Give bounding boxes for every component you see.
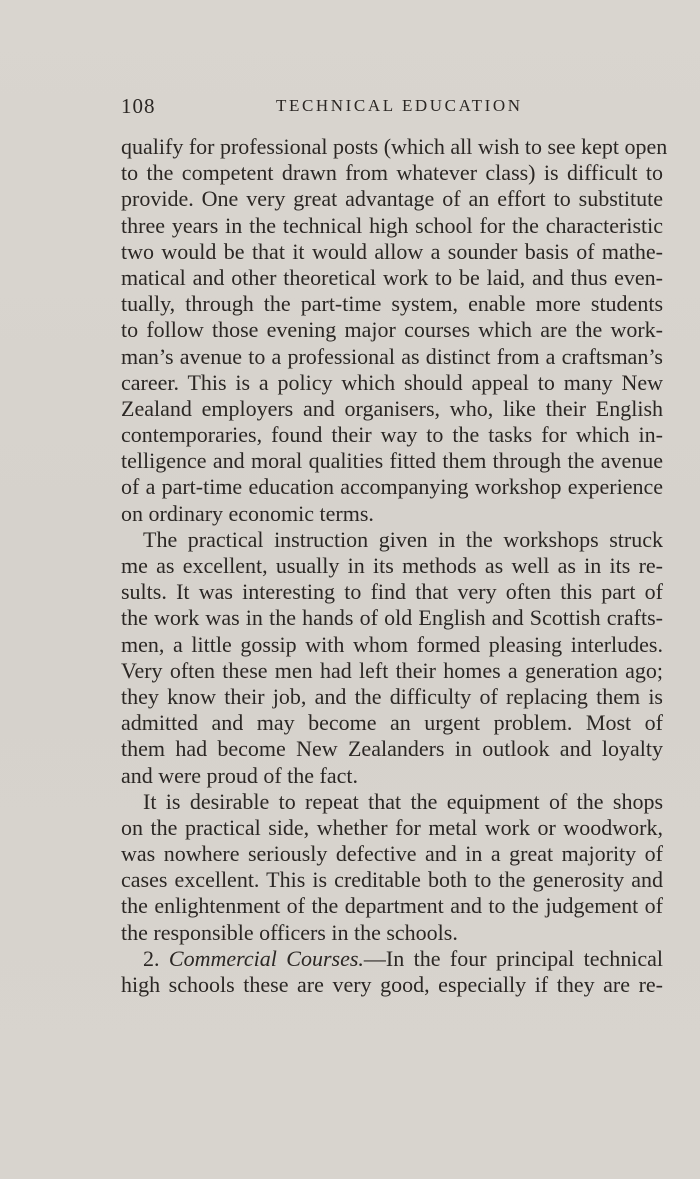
paragraph-end-line: and were proud of the fact. [121, 762, 359, 788]
text-line: to the competent drawn from whatever class) is difficult to [121, 160, 663, 186]
text-line: was nowhere seriously defective and in a great majority of [121, 841, 663, 867]
page-header [121, 94, 665, 120]
section-number: 2. [143, 945, 160, 971]
body-text [121, 134, 668, 998]
text-line: high schools these are very good, especially if they are re- [121, 972, 663, 997]
paragraph-start-line: It is desirable to repeat that the equipment of the shops [143, 788, 663, 814]
text-line: of a part-time education accompanying workshop experience [121, 474, 663, 500]
text-line: three years in the technical high school for the characteristic [121, 212, 663, 238]
text-line: admitted and may become an urgent problem. Most of [121, 710, 663, 736]
text-line: the work was in the hands of old English and Scottish crafts- [121, 605, 663, 631]
text-line: on the practical side, whether for metal work or woodwork, [121, 814, 663, 840]
text-line: qualify for professional posts (which all wish to see kept open [121, 134, 668, 159]
section-heading-line [121, 946, 663, 972]
paragraph-end-line: the responsible officers in the schools. [121, 919, 458, 945]
text-line: Zealand employers and organisers, who, like their English [121, 395, 663, 421]
text-line: cases excellent. This is creditable both to the generosity and [121, 867, 663, 893]
text-line: provide. One very great advantage of an effort to substitute [121, 186, 663, 212]
text-line: me as excellent, usually in its methods as well as in its re- [121, 553, 663, 578]
paragraph-start-line: The practical instruction given in the workshops struck [143, 526, 663, 552]
text-line: to follow those evening major courses which are the work- [121, 317, 663, 343]
text-line: Very often these men had left their homes a generation ago; [121, 657, 663, 683]
running-title: TECHNICAL EDUCATION [276, 96, 523, 115]
page-number: 108 [121, 94, 156, 118]
section-heading: Commercial Courses. [168, 945, 364, 971]
text-line: man’s avenue to a professional as distinct from a craftsman’s [121, 343, 663, 369]
text-line: sults. It was interesting to find that very often this part of [121, 579, 663, 605]
text-line: men, a little gossip with whom formed pleasing interludes. [121, 631, 663, 657]
text-line: career. This is a policy which should appeal to many New [121, 369, 663, 395]
text-line: matical and other theoretical work to be laid, and thus even- [121, 264, 663, 290]
text-line: they know their job, and the difficulty of replacing them is [121, 683, 663, 709]
text-line: two would be that it would allow a sounder basis of mathe- [121, 238, 663, 264]
text-line: tually, through the part-time system, enable more students [121, 291, 663, 317]
text-line: telligence and moral qualities fitted them through the avenue [121, 448, 663, 474]
text-line: them had become New Zealanders in outlook and loyalty [121, 736, 663, 762]
section-line-text: —In the four principal technical [363, 945, 663, 971]
text-line: contemporaries, found their way to the tasks for which in- [121, 422, 663, 448]
paragraph-end-line: on ordinary economic terms. [121, 500, 374, 526]
text-line: the enlightenment of the department and to the judgement of [121, 893, 663, 919]
